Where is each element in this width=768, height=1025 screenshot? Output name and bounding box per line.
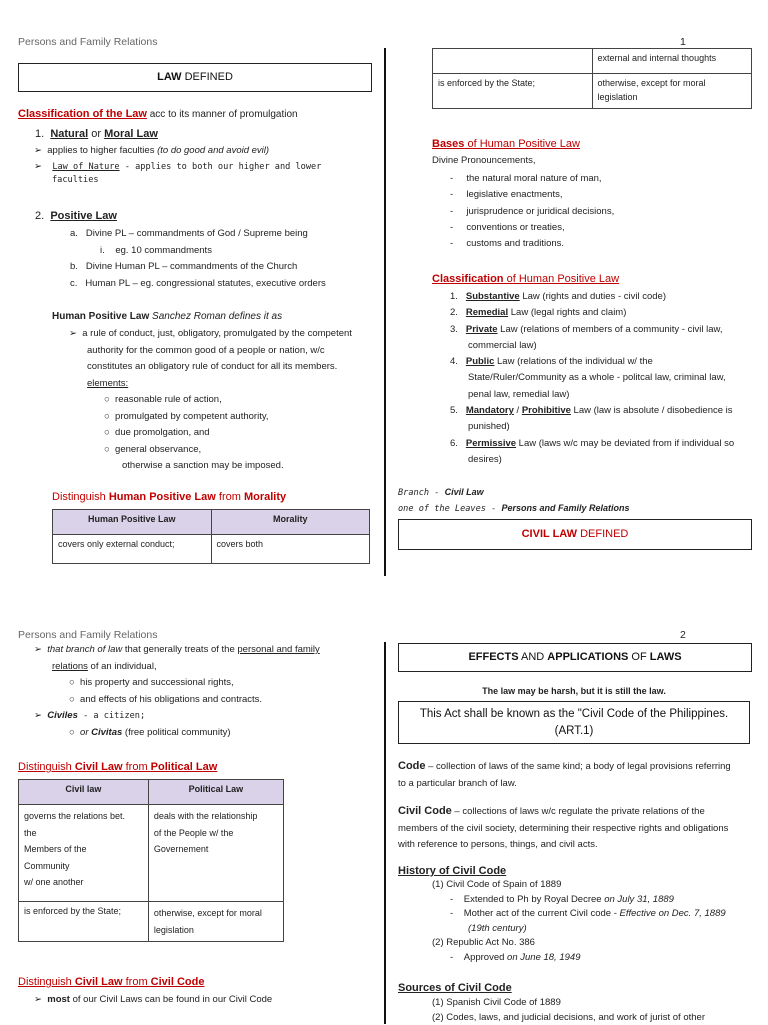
list-text: Divine PL – commandments of God / Supreme being [86, 228, 308, 239]
list-item [450, 305, 750, 321]
list-item [34, 708, 320, 725]
sub-text: and effects of his obligations and contracts. [80, 694, 262, 705]
definition-text: of an individual, [88, 661, 157, 672]
circle-bullet-icon: ○ [69, 694, 75, 705]
bases-key: Bases [432, 138, 464, 150]
distinguish-mid: from [216, 491, 244, 503]
table-row [433, 74, 752, 109]
bases-rest: of Human Positive Law [464, 138, 580, 150]
law-type: Permissive [466, 438, 516, 449]
or-text: or [88, 128, 104, 140]
effects-word: EFFECTS [468, 651, 518, 663]
list-item [450, 289, 750, 305]
sources-list [432, 996, 752, 1025]
leaves-label: one of the Leaves - [398, 504, 501, 514]
cell-line: of the People w/ the [154, 825, 278, 842]
civil-law-word: CIVIL LAW [522, 528, 577, 540]
list-text: eg. 10 commandments [115, 245, 212, 256]
list-text: Human PL – eg. congressional statutes, executive orders [85, 278, 325, 289]
civil-code-definition [398, 803, 750, 854]
positive-law-label: Positive Law [50, 210, 117, 222]
law-desc: Law (law is absolute / disobedience is [571, 405, 733, 416]
hpl-attribution: Sanchez Roman defines it as [149, 311, 282, 322]
cell-line: otherwise, except for moral [598, 77, 747, 91]
list-text: jurisprudence or juridical decisions, [466, 206, 614, 217]
history-item: (2) Republic Act No. 386 [432, 936, 726, 951]
defined-word: DEFINED [182, 71, 233, 83]
circle-bullet-icon: ○ [104, 444, 110, 455]
law-desc: Law (laws w/c may be deviated from if individual so [516, 438, 734, 449]
table-header-row [19, 780, 284, 805]
list-item [69, 326, 352, 343]
column-divider [384, 48, 386, 576]
list-item [450, 322, 750, 338]
art1-text: This Act shall be known as the "Civil Code of the Philippines. [399, 706, 749, 723]
classification-title: Classification of the Law [18, 108, 147, 120]
history-text: Extended to Ph by Royal Decree [464, 894, 604, 905]
column-header: Human Positive Law [53, 510, 212, 535]
list-number: 2. [450, 307, 458, 318]
arrow-bullet-icon: ➢ [34, 644, 42, 655]
list-item: - legislative enactments, [450, 187, 614, 203]
of-word: OF [628, 651, 649, 663]
table-row [433, 49, 752, 74]
civil-political-table [18, 779, 284, 942]
arrow-bullet-icon: ➢ [34, 994, 42, 1005]
table-header-row [53, 510, 370, 535]
list-text: legislative enactments, [466, 189, 562, 200]
art1-box [398, 701, 750, 744]
natural-label: Natural [50, 128, 88, 140]
civil-code-text: with reference to persons, things, and civil acts. [398, 837, 750, 854]
list-marker: c. [70, 278, 77, 289]
list-item [70, 259, 326, 276]
list-item [34, 675, 320, 692]
defined-word: DEFINED [577, 528, 628, 540]
list-item [34, 725, 320, 742]
history-text: Mother act of the current Civil code - [464, 908, 620, 919]
distinguish-pre: Distinguish [52, 491, 109, 503]
sources-heading: Sources of Civil Code [398, 980, 512, 997]
code-definition [398, 758, 750, 792]
arrow-bullet-icon: ➢ [34, 145, 42, 156]
list-item [70, 243, 326, 260]
distinguish-hpl-morality [52, 489, 286, 506]
list-marker: a. [70, 228, 78, 239]
law-word: LAW [157, 71, 181, 83]
bases-heading [432, 136, 580, 153]
arrow-bullet-icon: ➢ [34, 710, 42, 721]
definition-line: constitutes an obligatory rule of conduct for all its members. [69, 359, 352, 376]
list-item [34, 642, 320, 659]
table-cell [433, 49, 593, 74]
list-item [450, 403, 750, 419]
cell-line: Community [24, 858, 143, 875]
distinguish-pre: Distinguish [18, 761, 75, 773]
divine-pronouncements: Divine Pronouncements, [432, 154, 536, 169]
list-item [69, 442, 352, 459]
and-word: AND [519, 651, 548, 663]
classif-key: Classification [432, 273, 504, 285]
leaves-line [398, 502, 630, 516]
effects-applications-box [398, 643, 752, 672]
applications-word: APPLICATIONS [547, 651, 628, 663]
list-item [70, 226, 326, 243]
classif-rest: of Human Positive Law [504, 273, 620, 285]
distinguish-b: Civil Code [151, 976, 205, 988]
branch-label: Branch - [398, 488, 445, 498]
sub-italic: or [80, 727, 91, 738]
page-header: Persons and Family Relations [18, 627, 157, 643]
column-header: Morality [211, 510, 370, 535]
list-item: - Approved on June 18, 1949 [432, 951, 726, 966]
circle-bullet-icon: ○ [104, 427, 110, 438]
list-item [450, 436, 750, 452]
law-type: Public [466, 356, 495, 367]
cell-line: legislation [154, 922, 278, 939]
history-text: Approved [464, 952, 507, 963]
classification-suffix: acc to its manner of promulgation [147, 109, 298, 120]
civiles-term: Civiles [47, 710, 78, 721]
moral-law-label: Moral Law [104, 128, 158, 140]
distinguish-civil-law-code [18, 974, 204, 991]
table-cell [19, 805, 149, 902]
cell-line: otherwise, except for moral [154, 905, 278, 922]
definition-line: authority for the common good of a people or nation, w/c [69, 343, 352, 360]
underlined-text: personal and family [237, 644, 319, 655]
source-item: (1) Spanish Civil Code of 1889 [432, 996, 752, 1011]
circle-bullet-icon: ○ [69, 727, 75, 738]
distinguish-a: Civil Law [75, 761, 123, 773]
list-number: 6. [450, 438, 458, 449]
list-item [34, 144, 321, 159]
list-item: - conventions or treaties, [450, 220, 614, 236]
law-desc: Law (legal rights and claim) [508, 307, 626, 318]
list-text: conventions or treaties, [466, 222, 564, 233]
list-item [450, 354, 750, 370]
list-number: 2. [35, 210, 44, 222]
list-number: 1. [35, 128, 44, 140]
list-item: - customs and traditions. [450, 236, 614, 252]
column-header: Civil law [19, 780, 149, 805]
distinguish-a: Human Positive Law [109, 491, 216, 503]
distinguish-civil-political [18, 759, 217, 776]
element-text: general observance, [115, 444, 201, 455]
classification-hpl-heading [432, 271, 619, 288]
hpl-morality-table-continued [432, 48, 752, 109]
arrow-bullet-icon: ➢ [69, 328, 77, 339]
list-text: customs and traditions. [466, 238, 564, 249]
cell-line: w/ one another [24, 874, 143, 891]
distinguish-a: Civil Law [75, 976, 123, 988]
table-row [53, 535, 370, 564]
law-type: Substantive [466, 291, 520, 302]
art1-ref: (ART.1) [399, 723, 749, 740]
table-cell: covers both [211, 535, 370, 564]
cell-line: Members of the [24, 841, 143, 858]
list-item: - jurisprudence or juridical decisions, [450, 204, 614, 220]
hpl-heading [52, 309, 282, 325]
cell-line: the [24, 825, 143, 842]
law-type: Remedial [466, 307, 508, 318]
bullet-italic: (to do good and avoid evil) [157, 145, 269, 156]
hpl-classification-list [450, 289, 750, 468]
civitas-term: Civitas [91, 727, 122, 738]
definition-line [34, 659, 320, 676]
law-desc-cont: commercial law) [450, 338, 750, 354]
column-header: Political Law [148, 780, 283, 805]
list-marker: b. [70, 261, 78, 272]
cell-line: governs the relations bet. [24, 808, 143, 825]
table-cell: is enforced by the State; [433, 74, 593, 109]
branch-value: Civil Law [445, 487, 484, 497]
history-date: on July 31, 1889 [604, 894, 674, 905]
list-item: - Mother act of the current Civil code - Effective on Dec. 7, 1889 [432, 907, 726, 922]
history-date: on June 18, 1949 [507, 952, 580, 963]
history-list [432, 878, 726, 965]
slash: / [514, 405, 522, 416]
cell-line: legislation [598, 91, 747, 105]
most-bold: most [47, 994, 70, 1005]
list-number: 5. [450, 405, 458, 416]
law-desc-cont: penal law, remedial law) [450, 387, 750, 403]
bases-list [450, 171, 614, 252]
italic-text: that branch of law [47, 644, 122, 655]
law-desc: Law (relations of members of a community - civil law, [498, 324, 723, 335]
law-of-nature-link: Law of Nature [52, 162, 119, 172]
table-cell [592, 74, 752, 109]
list-marker: i. [100, 245, 105, 256]
law-type: Private [466, 324, 498, 335]
table-cell [148, 902, 283, 942]
circle-bullet-icon: ○ [69, 677, 75, 688]
table-cell [148, 805, 283, 902]
cell-line: Governement [154, 841, 278, 858]
element-text: reasonable rule of action, [115, 394, 222, 405]
underlined-text: relations [52, 661, 88, 672]
bullet-text: applies to higher faculties [47, 145, 157, 156]
hpl-definition [69, 326, 352, 475]
code-text: to a particular branch of law. [398, 776, 750, 793]
cell-line: deals with the relationship [154, 808, 278, 825]
classification-heading [18, 106, 298, 123]
list-item [69, 392, 352, 409]
list-number: 3. [450, 324, 458, 335]
table-cell: covers only external conduct; [53, 535, 212, 564]
distinguish-b: Morality [244, 491, 286, 503]
table-cell: external and internal thoughts [592, 49, 752, 74]
civil-law-defined-box [398, 519, 752, 550]
table-cell: is enforced by the State; [19, 902, 149, 942]
laws-word: LAWS [650, 651, 682, 663]
arrow-bullet-icon: ➢ [34, 161, 42, 172]
civil-law-definition [34, 642, 320, 741]
definition-text: that generally treats of the [122, 644, 237, 655]
list-number: 1. [450, 291, 458, 302]
branch-line [398, 486, 484, 500]
history-date: Effective on Dec. 7, 1889 [620, 908, 726, 919]
column-divider [384, 642, 386, 1024]
harsh-quote: The law may be harsh, but it is still the law. [398, 685, 750, 699]
history-date: (19th century) [432, 922, 726, 937]
list-item [34, 160, 321, 175]
civil-code-term: Civil Code [398, 805, 452, 817]
hpl-morality-table [52, 509, 370, 564]
bullet-continuation: faculties [34, 174, 321, 187]
history-item: (1) Civil Code of Spain of 1889 [432, 878, 726, 893]
list-text: the natural moral nature of man, [466, 173, 601, 184]
sub-text: (free political community) [122, 727, 230, 738]
elements-label: elements: [69, 376, 352, 393]
law-desc: Law (rights and duties - civil code) [520, 291, 666, 302]
law-desc-cont: punished) [450, 419, 750, 435]
table-row [19, 902, 284, 942]
element-text: otherwise a sanction may be imposed. [69, 458, 352, 475]
circle-bullet-icon: ○ [104, 411, 110, 422]
natural-bullets [34, 144, 321, 188]
element-text: promulgated by competent authority, [115, 411, 269, 422]
list-item [34, 993, 272, 1008]
law-desc-cont: State/Ruler/Community as a whole - politcal law, criminal law, [450, 370, 750, 386]
page-number: 2 [680, 627, 686, 643]
table-row [19, 805, 284, 902]
natural-law-heading [35, 126, 158, 143]
distinguish-mid: from [123, 976, 151, 988]
element-text: due promolgation, and [115, 427, 210, 438]
law-defined-box [18, 63, 372, 92]
list-item [69, 409, 352, 426]
list-item [34, 692, 320, 709]
list-text: Divine Human PL – commandments of the Church [86, 261, 297, 272]
sub-text: his property and successional rights, [80, 677, 234, 688]
list-number: 4. [450, 356, 458, 367]
most-text: of our Civil Laws can be found in our Civil Code [70, 994, 272, 1005]
bullet-text: - applies to both our higher and lower [120, 162, 322, 172]
distinguish-mid: from [123, 761, 151, 773]
civiles-meaning: - a citizen; [78, 711, 145, 721]
code-term: Code [398, 760, 426, 772]
law-type: Prohibitive [522, 405, 571, 416]
definition-line: a rule of conduct, just, obligatory, promulgated by the competent [82, 328, 352, 339]
list-item: - Extended to Ph by Royal Decree on July 31, 1889 [432, 893, 726, 908]
circle-bullet-icon: ○ [104, 394, 110, 405]
law-type: Mandatory [466, 405, 514, 416]
history-heading: History of Civil Code [398, 863, 506, 880]
civil-code-text: members of the civil society, determining their respective rights and obligations [398, 821, 750, 838]
distinguish-pre: Distinguish [18, 976, 75, 988]
leaves-value: Persons and Family Relations [501, 503, 629, 513]
law-desc: Law (relations of the individual w/ the [494, 356, 652, 367]
civil-code-text: – collections of laws w/c regulate the private relations of the [452, 806, 705, 817]
page-header: Persons and Family Relations [18, 34, 157, 50]
list-item [70, 276, 326, 293]
list-item [69, 425, 352, 442]
code-text: – collection of laws of the same kind; a body of legal provisions referring [426, 761, 731, 772]
hpl-title: Human Positive Law [52, 311, 149, 322]
positive-law-sublist [70, 226, 326, 292]
page-number: 1 [680, 34, 686, 50]
law-desc-cont: desires) [450, 452, 750, 468]
distinguish-b: Political Law [151, 761, 218, 773]
source-item: (2) Codes, laws, and judicial decisions, and work of jurist of other [432, 1011, 752, 1025]
list-item: - the natural moral nature of man, [450, 171, 614, 187]
positive-law-heading [35, 208, 117, 225]
